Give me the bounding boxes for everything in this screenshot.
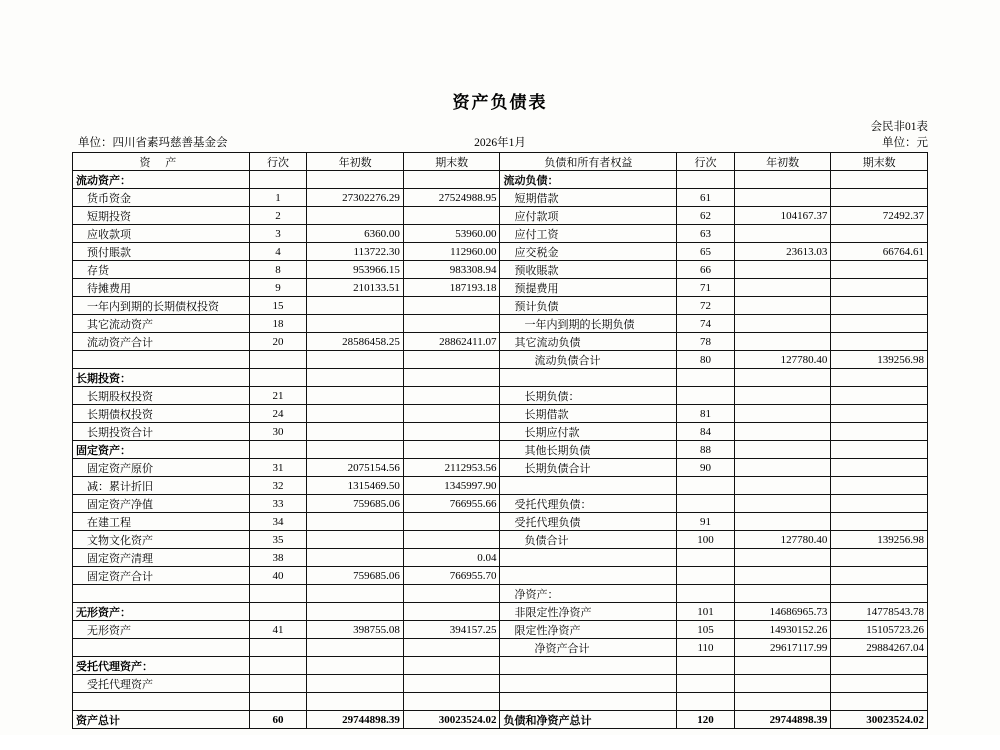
asset-line-no: 40 — [249, 567, 307, 585]
liability-line-no — [677, 585, 735, 603]
asset-line-no — [249, 693, 307, 711]
asset-year-begin-value — [307, 675, 404, 693]
asset-year-begin-value — [307, 171, 404, 189]
asset-year-begin-value — [307, 441, 404, 459]
liability-period-end-value — [831, 657, 928, 675]
asset-line-no: 33 — [249, 495, 307, 513]
liability-period-end-value: 72492.37 — [831, 207, 928, 225]
asset-period-end-value: 187193.18 — [403, 279, 500, 297]
table-row — [73, 315, 928, 333]
liability-label — [500, 657, 677, 675]
asset-line-no — [249, 369, 307, 387]
liability-year-begin-value: 29617117.99 — [734, 639, 831, 657]
liability-label: 长期负债： — [500, 387, 677, 405]
liability-year-begin-value — [734, 657, 831, 675]
asset-period-end-value: 394157.25 — [403, 621, 500, 639]
liability-year-begin-value — [734, 387, 831, 405]
liability-label — [500, 549, 677, 567]
table-row — [73, 621, 928, 639]
liability-period-end-value — [831, 279, 928, 297]
asset-label: 其它流动资产 — [73, 315, 250, 333]
liability-year-begin-value: 14686965.73 — [734, 603, 831, 621]
liability-label: 负债和净资产总计 — [500, 711, 677, 729]
asset-period-end-value — [403, 585, 500, 603]
page-title: 资产负债表 — [452, 93, 548, 112]
liability-year-begin-value — [734, 171, 831, 189]
liability-year-begin-value — [734, 279, 831, 297]
liability-label: 受托代理负债： — [500, 495, 677, 513]
liability-period-end-value — [831, 171, 928, 189]
liability-period-end-value: 66764.61 — [831, 243, 928, 261]
table-row — [73, 351, 928, 369]
asset-line-no — [249, 675, 307, 693]
liability-label: 应付工资 — [500, 225, 677, 243]
liability-period-end-value — [831, 423, 928, 441]
asset-line-no: 21 — [249, 387, 307, 405]
liability-line-no — [677, 387, 735, 405]
asset-label: 长期债权投资 — [73, 405, 250, 423]
liability-period-end-value — [831, 585, 928, 603]
table-row — [73, 495, 928, 513]
table-row — [73, 549, 928, 567]
asset-period-end-value — [403, 513, 500, 531]
asset-period-end-value: 1345997.90 — [403, 477, 500, 495]
liability-label: 预收賬款 — [500, 261, 677, 279]
liability-line-no: 90 — [677, 459, 735, 477]
asset-label — [73, 639, 250, 657]
asset-year-begin-value — [307, 657, 404, 675]
asset-line-no: 4 — [249, 243, 307, 261]
table-row — [73, 261, 928, 279]
asset-line-no — [249, 585, 307, 603]
table-row — [73, 441, 928, 459]
asset-period-end-value: 766955.70 — [403, 567, 500, 585]
asset-period-end-value — [403, 297, 500, 315]
asset-year-begin-value: 6360.00 — [307, 225, 404, 243]
asset-year-begin-value — [307, 639, 404, 657]
asset-line-no: 60 — [249, 711, 307, 729]
asset-line-no: 3 — [249, 225, 307, 243]
table-row — [73, 171, 928, 189]
asset-year-begin-value — [307, 369, 404, 387]
liability-period-end-value — [831, 405, 928, 423]
asset-label: 固定资产合计 — [73, 567, 250, 585]
asset-year-begin-value: 759685.06 — [307, 495, 404, 513]
asset-label: 短期投资 — [73, 207, 250, 225]
liability-line-no: 101 — [677, 603, 735, 621]
asset-period-end-value — [403, 603, 500, 621]
liability-line-no: 105 — [677, 621, 735, 639]
liability-period-end-value — [831, 315, 928, 333]
liability-label: 其他长期负债 — [500, 441, 677, 459]
asset-label: 资产总计 — [73, 711, 250, 729]
liability-period-end-value — [831, 495, 928, 513]
asset-label — [73, 693, 250, 711]
liability-year-begin-value: 23613.03 — [734, 243, 831, 261]
liability-year-begin-value — [734, 225, 831, 243]
asset-year-begin-value — [307, 351, 404, 369]
asset-year-begin-value: 953966.15 — [307, 261, 404, 279]
table-row — [73, 459, 928, 477]
asset-year-begin-value — [307, 387, 404, 405]
asset-year-begin-value — [307, 405, 404, 423]
liability-period-end-value — [831, 261, 928, 279]
liability-line-no: 74 — [677, 315, 735, 333]
asset-year-begin-value — [307, 531, 404, 549]
liability-year-begin-value — [734, 261, 831, 279]
liability-period-end-value: 139256.98 — [831, 531, 928, 549]
asset-line-no: 24 — [249, 405, 307, 423]
table-row — [73, 603, 928, 621]
asset-period-end-value — [403, 405, 500, 423]
asset-label: 固定资产： — [73, 441, 250, 459]
liability-label: 预提费用 — [500, 279, 677, 297]
table-row — [73, 567, 928, 585]
liability-label: 长期负债合计 — [500, 459, 677, 477]
liability-period-end-value — [831, 441, 928, 459]
liability-line-no: 120 — [677, 711, 735, 729]
header-line-no-2: 行次 — [677, 153, 735, 171]
asset-year-begin-value: 27302276.29 — [307, 189, 404, 207]
asset-label: 长期股权投资 — [73, 387, 250, 405]
table-row — [73, 531, 928, 549]
currency-unit: 单位：元 — [882, 137, 928, 149]
liability-period-end-value: 29884267.04 — [831, 639, 928, 657]
liability-period-end-value — [831, 387, 928, 405]
liability-year-begin-value — [734, 297, 831, 315]
asset-year-begin-value — [307, 207, 404, 225]
asset-year-begin-value — [307, 423, 404, 441]
asset-year-begin-value: 759685.06 — [307, 567, 404, 585]
liability-label: 流动负债合计 — [500, 351, 677, 369]
asset-period-end-value: 53960.00 — [403, 225, 500, 243]
liability-line-no: 84 — [677, 423, 735, 441]
liability-label: 流动负债： — [500, 171, 677, 189]
header-period-end-2: 期末数 — [831, 153, 928, 171]
asset-label: 货币资金 — [73, 189, 250, 207]
table-row — [73, 369, 928, 387]
asset-period-end-value: 27524988.95 — [403, 189, 500, 207]
asset-year-begin-value: 210133.51 — [307, 279, 404, 297]
asset-period-end-value — [403, 639, 500, 657]
asset-label: 长期投资合计 — [73, 423, 250, 441]
asset-line-no: 15 — [249, 297, 307, 315]
liability-period-end-value — [831, 297, 928, 315]
liability-year-begin-value — [734, 369, 831, 387]
liability-year-begin-value — [734, 693, 831, 711]
asset-line-no: 41 — [249, 621, 307, 639]
liability-year-begin-value — [734, 333, 831, 351]
table-row — [73, 243, 928, 261]
liability-line-no: 88 — [677, 441, 735, 459]
asset-year-begin-value: 1315469.50 — [307, 477, 404, 495]
asset-period-end-value — [403, 423, 500, 441]
table-row — [73, 207, 928, 225]
table-row — [73, 297, 928, 315]
asset-label: 受托代理资产 — [73, 675, 250, 693]
liability-line-no: 80 — [677, 351, 735, 369]
liability-period-end-value — [831, 225, 928, 243]
table-row — [73, 333, 928, 351]
liability-label: 应交税金 — [500, 243, 677, 261]
asset-period-end-value — [403, 315, 500, 333]
asset-period-end-value: 112960.00 — [403, 243, 500, 261]
liability-line-no: 71 — [677, 279, 735, 297]
asset-year-begin-value — [307, 693, 404, 711]
liability-year-begin-value: 29744898.39 — [734, 711, 831, 729]
liability-line-no: 91 — [677, 513, 735, 531]
header-assets: 资 产 — [73, 153, 250, 171]
liability-period-end-value — [831, 693, 928, 711]
asset-year-begin-value: 28586458.25 — [307, 333, 404, 351]
asset-year-begin-value: 398755.08 — [307, 621, 404, 639]
asset-period-end-value — [403, 441, 500, 459]
asset-label: 固定资产原价 — [73, 459, 250, 477]
asset-label: 待摊费用 — [73, 279, 250, 297]
asset-period-end-value: 983308.94 — [403, 261, 500, 279]
liability-year-begin-value: 127780.40 — [734, 351, 831, 369]
table-header-row — [73, 153, 928, 171]
asset-label: 固定资产清理 — [73, 549, 250, 567]
liability-period-end-value — [831, 567, 928, 585]
liability-label: 非限定性净资产 — [500, 603, 677, 621]
liability-period-end-value — [831, 459, 928, 477]
liability-line-no: 78 — [677, 333, 735, 351]
table-row — [73, 675, 928, 693]
asset-line-no — [249, 351, 307, 369]
liability-year-begin-value — [734, 585, 831, 603]
liability-label: 预计负债 — [500, 297, 677, 315]
liability-period-end-value — [831, 675, 928, 693]
header-line-no: 行次 — [249, 153, 307, 171]
liability-line-no: 66 — [677, 261, 735, 279]
liability-period-end-value — [831, 369, 928, 387]
asset-label: 存货 — [73, 261, 250, 279]
liability-period-end-value — [831, 549, 928, 567]
asset-period-end-value — [403, 531, 500, 549]
table-row — [73, 639, 928, 657]
asset-line-no: 32 — [249, 477, 307, 495]
asset-period-end-value — [403, 387, 500, 405]
asset-year-begin-value — [307, 297, 404, 315]
liability-year-begin-value — [734, 423, 831, 441]
liability-period-end-value: 14778543.78 — [831, 603, 928, 621]
liability-label: 负债合计 — [500, 531, 677, 549]
asset-year-begin-value: 113722.30 — [307, 243, 404, 261]
form-number: 会民非01表 — [870, 121, 928, 133]
asset-line-no: 18 — [249, 315, 307, 333]
asset-line-no — [249, 657, 307, 675]
liability-label — [500, 567, 677, 585]
liability-line-no — [677, 171, 735, 189]
liability-period-end-value: 30023524.02 — [831, 711, 928, 729]
liability-label — [500, 477, 677, 495]
report-period: 2026年1月 — [474, 137, 526, 149]
asset-line-no: 9 — [249, 279, 307, 297]
liability-period-end-value: 15105723.26 — [831, 621, 928, 639]
liability-period-end-value — [831, 513, 928, 531]
table-row — [73, 405, 928, 423]
liability-line-no: 110 — [677, 639, 735, 657]
asset-period-end-value — [403, 207, 500, 225]
asset-period-end-value — [403, 171, 500, 189]
liability-year-begin-value: 14930152.26 — [734, 621, 831, 639]
table-row — [73, 189, 928, 207]
asset-year-begin-value: 29744898.39 — [307, 711, 404, 729]
asset-year-begin-value — [307, 513, 404, 531]
asset-label: 流动资产合计 — [73, 333, 250, 351]
liability-label — [500, 693, 677, 711]
table-row — [73, 513, 928, 531]
liability-line-no — [677, 477, 735, 495]
asset-year-begin-value — [307, 603, 404, 621]
asset-period-end-value — [403, 351, 500, 369]
table-row — [73, 387, 928, 405]
asset-label — [73, 351, 250, 369]
asset-line-no — [249, 603, 307, 621]
asset-line-no — [249, 171, 307, 189]
liability-year-begin-value — [734, 495, 831, 513]
liability-label: 长期借款 — [500, 405, 677, 423]
header-year-begin: 年初数 — [307, 153, 404, 171]
asset-period-end-value — [403, 657, 500, 675]
header-year-begin-2: 年初数 — [734, 153, 831, 171]
liability-line-no: 72 — [677, 297, 735, 315]
liability-line-no — [677, 675, 735, 693]
asset-label: 在建工程 — [73, 513, 250, 531]
asset-line-no: 20 — [249, 333, 307, 351]
asset-period-end-value: 0.04 — [403, 549, 500, 567]
liability-label — [500, 675, 677, 693]
liability-year-begin-value: 104167.37 — [734, 207, 831, 225]
liability-line-no — [677, 369, 735, 387]
asset-label — [73, 585, 250, 603]
asset-period-end-value — [403, 693, 500, 711]
liability-line-no: 65 — [677, 243, 735, 261]
header-liabilities-equity: 负债和所有者权益 — [500, 153, 677, 171]
asset-period-end-value: 30023524.02 — [403, 711, 500, 729]
asset-label: 无形资产 — [73, 621, 250, 639]
liability-line-no: 100 — [677, 531, 735, 549]
asset-year-begin-value — [307, 315, 404, 333]
asset-year-begin-value: 2075154.56 — [307, 459, 404, 477]
liability-year-begin-value — [734, 567, 831, 585]
liability-line-no: 81 — [677, 405, 735, 423]
liability-label: 长期应付款 — [500, 423, 677, 441]
balance-sheet-table — [72, 152, 928, 729]
asset-label: 一年内到期的长期债权投资 — [73, 297, 250, 315]
header-period-end: 期末数 — [403, 153, 500, 171]
liability-label: 受托代理负债 — [500, 513, 677, 531]
asset-label: 文物文化资产 — [73, 531, 250, 549]
table-row — [73, 279, 928, 297]
asset-year-begin-value — [307, 585, 404, 603]
asset-line-no: 2 — [249, 207, 307, 225]
liability-line-no: 61 — [677, 189, 735, 207]
asset-line-no: 1 — [249, 189, 307, 207]
asset-label: 长期投资： — [73, 369, 250, 387]
asset-period-end-value — [403, 369, 500, 387]
liability-period-end-value — [831, 333, 928, 351]
asset-line-no — [249, 639, 307, 657]
asset-label: 受托代理资产： — [73, 657, 250, 675]
asset-label: 应收款项 — [73, 225, 250, 243]
liability-line-no: 63 — [677, 225, 735, 243]
asset-label: 固定资产净值 — [73, 495, 250, 513]
liability-label: 净资产合计 — [500, 639, 677, 657]
liability-line-no: 62 — [677, 207, 735, 225]
liability-year-begin-value — [734, 441, 831, 459]
asset-label: 无形资产： — [73, 603, 250, 621]
liability-label: 其它流动负债 — [500, 333, 677, 351]
organization-name: 单位：四川省素玛慈善基金会 — [78, 137, 228, 149]
liability-year-begin-value — [734, 549, 831, 567]
table-row — [73, 657, 928, 675]
liability-line-no — [677, 567, 735, 585]
table-row — [73, 225, 928, 243]
liability-year-begin-value — [734, 513, 831, 531]
table-row — [73, 711, 928, 729]
table-row — [73, 423, 928, 441]
asset-line-no — [249, 441, 307, 459]
liability-line-no — [677, 549, 735, 567]
liability-label: 净资产： — [500, 585, 677, 603]
liability-line-no — [677, 693, 735, 711]
liability-label: 限定性净资产 — [500, 621, 677, 639]
liability-year-begin-value — [734, 405, 831, 423]
asset-line-no: 38 — [249, 549, 307, 567]
liability-year-begin-value — [734, 675, 831, 693]
asset-line-no: 34 — [249, 513, 307, 531]
asset-line-no: 8 — [249, 261, 307, 279]
liability-period-end-value: 139256.98 — [831, 351, 928, 369]
asset-period-end-value: 2112953.56 — [403, 459, 500, 477]
asset-label: 预付賬款 — [73, 243, 250, 261]
liability-line-no — [677, 657, 735, 675]
liability-label: 应付款项 — [500, 207, 677, 225]
asset-year-begin-value — [307, 549, 404, 567]
liability-year-begin-value — [734, 315, 831, 333]
liability-line-no — [677, 495, 735, 513]
asset-label: 减：累计折旧 — [73, 477, 250, 495]
table-row — [73, 693, 928, 711]
asset-period-end-value — [403, 675, 500, 693]
liability-year-begin-value: 127780.40 — [734, 531, 831, 549]
liability-period-end-value — [831, 189, 928, 207]
asset-line-no: 30 — [249, 423, 307, 441]
liability-year-begin-value — [734, 477, 831, 495]
liability-label — [500, 369, 677, 387]
asset-label: 流动资产： — [73, 171, 250, 189]
liability-label: 一年内到期的长期负债 — [500, 315, 677, 333]
liability-year-begin-value — [734, 189, 831, 207]
asset-period-end-value: 766955.66 — [403, 495, 500, 513]
table-row — [73, 585, 928, 603]
liability-label: 短期借款 — [500, 189, 677, 207]
asset-period-end-value: 28862411.07 — [403, 333, 500, 351]
asset-line-no: 31 — [249, 459, 307, 477]
table-row — [73, 477, 928, 495]
asset-line-no: 35 — [249, 531, 307, 549]
liability-year-begin-value — [734, 459, 831, 477]
liability-period-end-value — [831, 477, 928, 495]
